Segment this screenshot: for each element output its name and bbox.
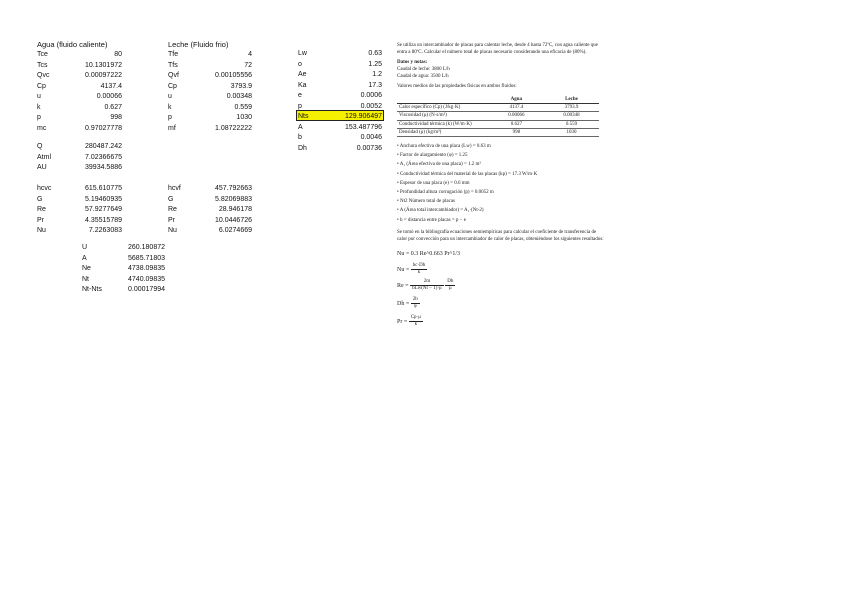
bullet-dot-icon: • — [397, 208, 400, 214]
row-label[interactable]: Nt-Nts — [82, 286, 102, 293]
table-cell: 998 — [489, 128, 544, 136]
row-label[interactable]: Nu — [37, 227, 46, 234]
equation-prandtl — [397, 315, 423, 328]
row-label[interactable]: G — [37, 195, 43, 203]
row-value[interactable]: 0.63 — [368, 50, 382, 57]
row-value[interactable]: 0.00097222 — [85, 72, 122, 79]
numerator: Cp·μ — [409, 315, 423, 322]
row-label[interactable]: Tfe — [168, 51, 179, 58]
data-line-2: Caudal de agua: 3500 L/h — [397, 74, 449, 79]
bullet-item — [397, 172, 537, 178]
row-value[interactable]: 5.19460935 — [85, 195, 122, 203]
row-label[interactable]: p — [37, 114, 41, 121]
row-label[interactable]: u — [168, 93, 172, 100]
denominator: bLw(Nt − 1)·μ — [412, 286, 442, 292]
row-label[interactable]: Ne — [82, 265, 91, 272]
row-value[interactable]: 129.906497 — [345, 113, 382, 120]
bullet-text: Nt2 Número total de placas — [400, 199, 455, 205]
table-cell: Viscosidad (μ) (N·s/m²) — [397, 112, 489, 120]
bullet-dot-icon: • — [397, 171, 401, 177]
table-cell: 0.00066 — [489, 112, 544, 120]
equation-nusselt-definition — [397, 263, 427, 276]
bullet-dot-icon: • — [397, 190, 401, 195]
bullet-item — [397, 181, 469, 187]
row-value[interactable]: 457.792663 — [215, 185, 252, 192]
table-cell: 4137.4 — [489, 104, 544, 112]
bullet-dot-icon: • — [397, 144, 400, 149]
table-cell: 1030 — [544, 128, 599, 136]
row-value[interactable]: 4 — [248, 51, 252, 58]
table-cell: 0.627 — [489, 120, 544, 128]
row-value[interactable]: 0.0006 — [360, 92, 382, 99]
row-value[interactable]: 17.3 — [368, 81, 382, 89]
bullet-item — [397, 144, 491, 150]
row-label[interactable]: Pr — [168, 216, 175, 224]
row-value[interactable]: 260.180872 — [128, 244, 165, 251]
row-label[interactable]: k — [168, 103, 172, 111]
row-value[interactable]: 153.487796 — [345, 123, 382, 131]
row-value[interactable]: 1.08722222 — [215, 124, 252, 132]
row-label[interactable]: Cp — [168, 82, 177, 90]
row-label[interactable]: o — [298, 60, 302, 68]
row-value[interactable]: 0.00066 — [96, 93, 122, 100]
row-value[interactable]: 7.02366675 — [85, 153, 122, 161]
equation-reynolds — [397, 279, 455, 292]
row-label[interactable]: A — [298, 123, 303, 131]
fraction — [411, 297, 420, 310]
row-label[interactable]: Re — [37, 206, 46, 213]
bullet-text: Profundidad altura corrugación (p) = 0.0052 m — [400, 190, 494, 195]
row-value[interactable]: 10.0446726 — [215, 216, 252, 224]
row-label[interactable]: b — [298, 134, 302, 141]
equation-lhs: Nu = — [397, 267, 410, 274]
bullet-text: Conductividad térmica del material de las placas (kp) = 17.3 W/m·K — [400, 171, 538, 177]
row-label[interactable]: Qvc — [37, 72, 50, 79]
table-cell: Calor específico (Cp) (J/kg·K) — [397, 104, 489, 112]
fraction — [410, 279, 444, 292]
data-heading: Datos y notas: — [397, 60, 428, 65]
row-value[interactable]: 4738.09835 — [128, 265, 165, 272]
row-value[interactable]: 80 — [114, 51, 122, 58]
bullet-item — [397, 218, 466, 224]
row-value[interactable]: 1.25 — [368, 60, 382, 68]
row-value[interactable]: 0.00017994 — [128, 286, 165, 293]
denominator: φ — [413, 304, 417, 310]
row-label[interactable]: u — [37, 93, 41, 100]
fraction — [411, 263, 428, 276]
row-value[interactable]: 5685.71803 — [128, 254, 165, 262]
table-cell: 0.559 — [544, 120, 599, 128]
row-label[interactable]: Ka — [298, 81, 307, 89]
row-label[interactable]: Tfs — [168, 61, 178, 69]
denominator: μ — [448, 286, 452, 292]
row-label[interactable]: Ae — [298, 71, 307, 78]
row-label[interactable]: AU — [37, 164, 47, 171]
bullet-text: Anchura efectiva de una placa (Lw) = 0.63 m — [399, 144, 491, 149]
row-value[interactable]: 0.00348 — [226, 93, 252, 100]
row-value[interactable]: 4.35515789 — [85, 216, 122, 224]
row-label[interactable]: A — [82, 254, 87, 262]
table-header — [397, 96, 489, 104]
denominator: k — [414, 322, 418, 328]
row-value[interactable]: 615.610775 — [85, 185, 122, 192]
row-label[interactable]: Atml — [37, 153, 51, 161]
bullet-text: Factor de alargamiento (φ) = 1.25 — [400, 153, 468, 159]
row-value[interactable]: 0.559 — [234, 103, 252, 111]
row-label[interactable]: mc — [37, 124, 47, 132]
equation-lhs: Re = — [397, 283, 409, 290]
numerator: hc·Dh — [411, 263, 428, 270]
problem-notes — [397, 43, 637, 343]
equation-hydraulic-diameter — [397, 297, 420, 310]
row-value[interactable]: 1.2 — [372, 71, 382, 78]
table-cell: 0.00348 — [544, 112, 599, 120]
row-value[interactable]: 3793.9 — [230, 82, 252, 90]
equation-lhs: Dh = — [397, 301, 410, 308]
row-label[interactable]: Dh — [298, 144, 307, 152]
bullet-dot-icon: • — [397, 180, 401, 186]
row-label[interactable]: Qvf — [168, 72, 179, 79]
row-label[interactable]: p — [168, 114, 172, 121]
row-value[interactable]: 998 — [110, 114, 122, 121]
row-label[interactable]: k — [37, 103, 41, 111]
row-label[interactable]: hcvc — [37, 185, 52, 192]
row-value[interactable]: 0.00105556 — [215, 72, 252, 79]
fraction — [445, 279, 455, 292]
row-label[interactable]: Nt — [82, 275, 89, 283]
table-header: Agua — [489, 96, 544, 104]
bullet-dot-icon: • — [397, 217, 401, 223]
bullet-item — [397, 208, 484, 214]
row-value[interactable]: 0.97027778 — [85, 124, 122, 132]
row-label[interactable]: Q — [37, 143, 43, 150]
row-value[interactable]: 5.82069883 — [215, 195, 252, 203]
row-value[interactable]: 0.627 — [104, 103, 122, 111]
row-value[interactable]: 28.946178 — [218, 206, 252, 213]
table-cell: Densidad (ρ) (kg/m³) — [397, 128, 489, 136]
equation-lhs: Pr = — [397, 319, 408, 326]
row-label[interactable]: Pr — [37, 216, 44, 224]
row-value[interactable]: 72 — [244, 61, 252, 69]
intro-line-2: entra a 80ºC. Calcular el número total de placas necesario considerando una eficacia de (80%). — [397, 50, 587, 55]
table-cell: 3793.9 — [544, 104, 599, 112]
intro-line-1: Se utiliza un intercambiador de placas para calentar leche, desde 4 hasta 72ºC, con agua caliente que — [397, 43, 598, 48]
correlation-line-2: calor por convección para un intercambiador de calor de placas, obteniéndose los siguientes resultados: — [397, 237, 604, 242]
bullet-dot-icon: • — [397, 199, 401, 205]
milk-section-title: Leche (Fluido frio) — [168, 40, 229, 49]
row-value[interactable]: 0.00736 — [356, 144, 382, 152]
data-line-1: Caudal de leche: 3800 L/h — [397, 67, 450, 72]
bullet-text: b = distancia entre placas = p − e — [400, 217, 466, 223]
numerator: 2m — [410, 279, 444, 286]
row-value[interactable]: 6.0274669 — [218, 227, 252, 234]
bullet-item — [397, 199, 455, 205]
bullet-item — [397, 190, 494, 196]
row-label[interactable]: G — [168, 195, 174, 203]
row-value[interactable]: 1030 — [236, 114, 252, 121]
bullet-text: Espesor de una placa (e) = 0.6 mm — [400, 180, 470, 186]
bullet-item — [397, 153, 468, 159]
row-label[interactable]: Re — [168, 206, 177, 213]
row-value[interactable]: 0.0052 — [360, 102, 382, 110]
row-label[interactable]: Tce — [37, 51, 48, 58]
equation-text: Nu = 0.3 Re^0.663 Pr^1/3 — [397, 251, 461, 257]
bullet-text: A₁ (Área efectiva de una placa) = 1.2 m² — [399, 162, 481, 168]
row-value[interactable]: 57.9277649 — [85, 206, 122, 213]
row-value[interactable]: 4740.09835 — [128, 275, 165, 283]
row-label[interactable]: e — [298, 92, 302, 99]
numerator: Dh — [445, 279, 455, 286]
row-value[interactable]: 39934.5886 — [85, 164, 122, 171]
numerator: 2b — [411, 297, 420, 304]
row-label[interactable]: Cp — [37, 82, 46, 90]
properties-table — [397, 96, 599, 137]
row-label[interactable]: Nu — [168, 227, 177, 234]
row-value[interactable]: 4137.4 — [100, 82, 122, 90]
row-value[interactable]: 0.0046 — [360, 134, 382, 141]
equation-nusselt-correlation — [397, 251, 460, 257]
row-label[interactable]: mf — [168, 124, 176, 132]
table-cell: Conductividad térmica (k) (W/m·K) — [397, 120, 489, 128]
row-value[interactable]: 10.1301972 — [85, 61, 122, 69]
bullet-dot-icon: • — [397, 162, 400, 168]
row-label[interactable]: p — [298, 102, 302, 110]
table-header: Leche — [544, 96, 599, 104]
denominator: k — [417, 270, 421, 276]
fraction — [409, 315, 423, 328]
row-value[interactable]: 280487.242 — [85, 143, 122, 150]
row-label[interactable]: Nts — [298, 113, 309, 120]
bullet-dot-icon: • — [397, 153, 401, 159]
properties-heading: Valores medios de las propiedades físicas en ambos fluidos: — [397, 84, 517, 89]
water-section-title: Agua (fluido caliente) — [37, 40, 108, 49]
row-label[interactable]: U — [82, 244, 88, 251]
bullet-item — [397, 162, 481, 168]
row-value[interactable]: 7.2263083 — [88, 227, 122, 234]
correlation-line-1: Se tomó en la bibliografía ecuaciones semiempíricas para calcular el coeficiente de transferencia de — [397, 230, 597, 235]
bullet-text: A (Área total intercambiador) = A₁·(Nt-2) — [399, 208, 484, 214]
row-label[interactable]: Tcs — [37, 61, 48, 69]
row-label[interactable]: Lw — [298, 50, 307, 57]
row-label[interactable]: hcvf — [168, 185, 181, 192]
